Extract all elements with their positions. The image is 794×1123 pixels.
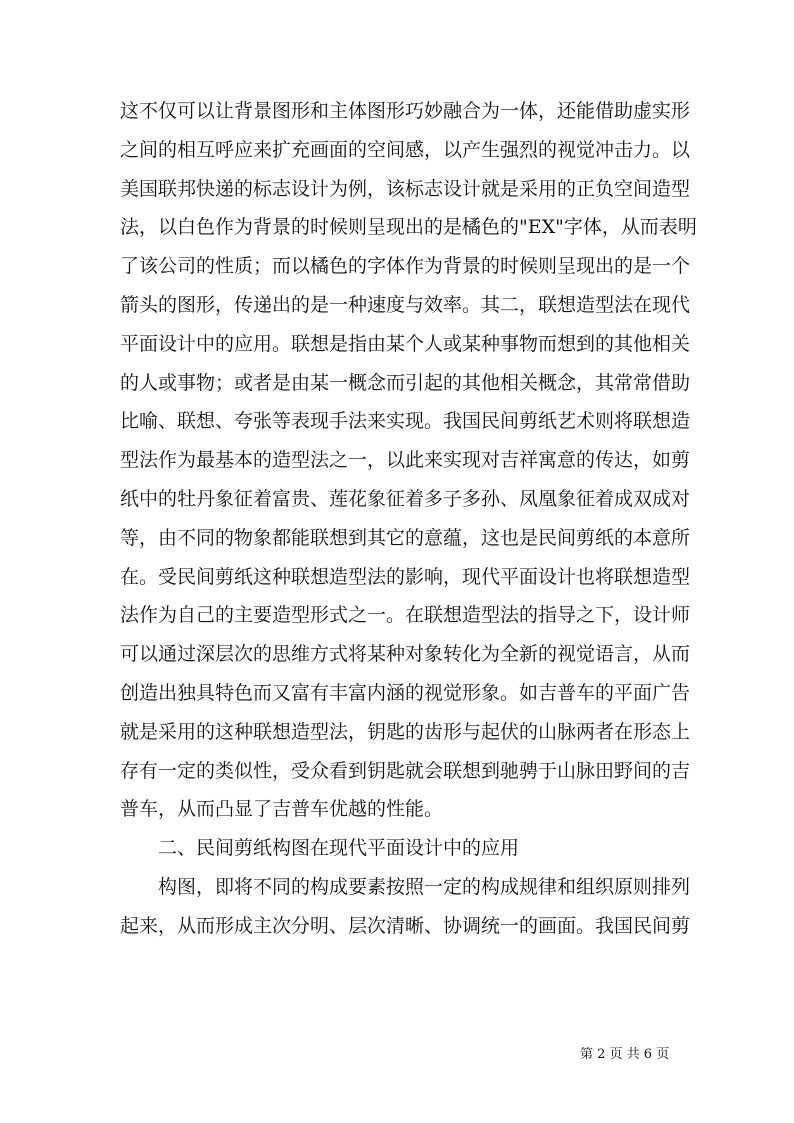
text-line: 箭头的图形，传递出的是一种速度与效率。其二，联想造型法在现代 bbox=[120, 293, 691, 316]
text-line: 法作为自己的主要造型形式之一。在联想造型法的指导之下，设计师 bbox=[120, 604, 691, 627]
text-line: 普车，从而凸显了吉普车优越的性能。 bbox=[120, 798, 444, 821]
text-line: 起来，从而形成主次分明、层次清晰、协调统一的画面。我国民间剪 bbox=[120, 914, 691, 937]
section-heading: 二、民间剪纸构图在现代平面设计中的应用 bbox=[158, 837, 520, 860]
text-line: 纸中的牡丹象征着富贵、莲花象征着多子多孙、凤凰象征着成双成对 bbox=[120, 487, 691, 510]
text-line: 这不仅可以让背景图形和主体图形巧妙融合为一体，还能借助虚实形 bbox=[120, 100, 691, 122]
text-line: 型法作为最基本的造型法之一，以此来实现对吉祥寓意的传达，如剪 bbox=[120, 449, 691, 472]
text-line: 比喻、联想、夸张等表现手法来实现。我国民间剪纸艺术则将联想造 bbox=[120, 410, 691, 433]
text-line: 在。受民间剪纸这种联想造型法的影响，现代平面设计也将联想造型 bbox=[120, 565, 691, 588]
text-line: 存有一定的类似性，受众看到钥匙就会联想到驰骋于山脉田野间的吉 bbox=[120, 759, 691, 782]
text-line: 美国联邦快递的标志设计为例，该标志设计就是采用的正负空间造型 bbox=[120, 177, 691, 200]
text-line: 可以通过深层次的思维方式将某种对象转化为全新的视觉语言，从而 bbox=[120, 643, 691, 666]
document-body bbox=[120, 92, 697, 946]
text-line: 等，由不同的物象都能联想到其它的意蕴，这也是民间剪纸的本意所 bbox=[120, 526, 691, 549]
text-line: 创造出独具特色而又富有丰富内涵的视觉形象。如吉普车的平面广告 bbox=[120, 681, 691, 704]
text-line: 的人或事物；或者是由某一概念而引起的其他相关概念，其常常借助 bbox=[120, 371, 691, 394]
text-line: 之间的相互呼应来扩充画面的空间感，以产生强烈的视觉冲击力。以 bbox=[120, 138, 691, 161]
text-line: 就是采用的这种联想造型法，钥匙的齿形与起伏的山脉两者在形态上 bbox=[120, 720, 691, 743]
text-line: 了该公司的性质；而以橘色的字体作为背景的时候则呈现出的是一个 bbox=[120, 255, 691, 278]
text-line: 构图，即将不同的构成要素按照一定的构成规律和组织原则排列 bbox=[158, 875, 691, 898]
text-line: 平面设计中的应用。联想是指由某个人或某种事物而想到的其他相关 bbox=[120, 332, 691, 355]
page-number: 第 2 页 共 6 页 bbox=[580, 1047, 670, 1062]
text-line: 法，以白色作为背景的时候则呈现出的是橘色的"EX"字体，从而表明 bbox=[120, 216, 697, 239]
